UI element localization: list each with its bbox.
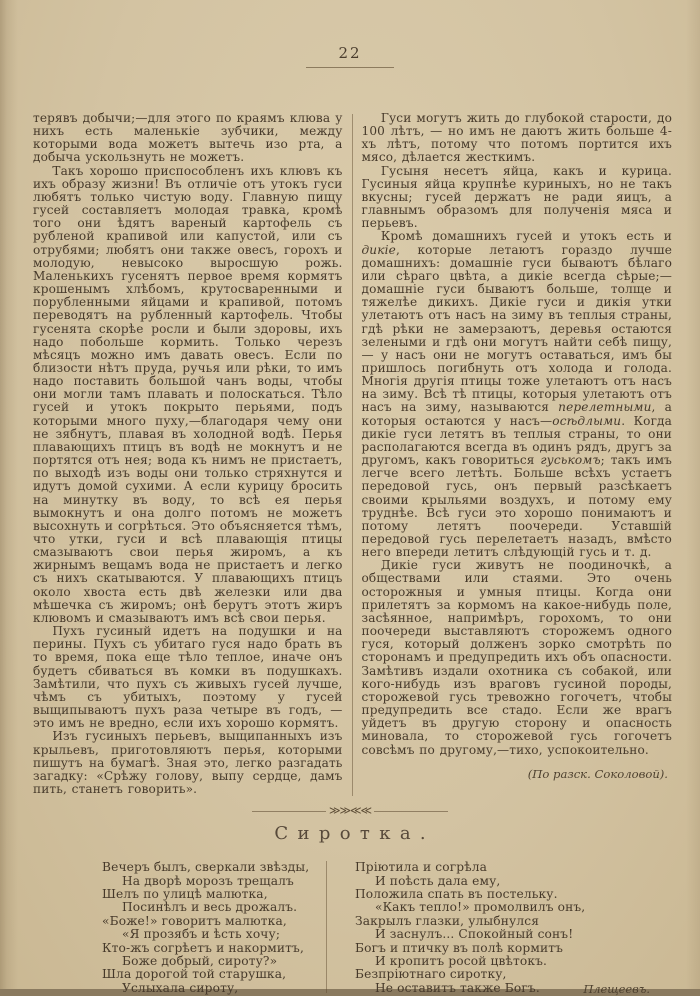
poem-line: «Я прозябъ и ѣсть хочу; bbox=[122, 927, 281, 942]
article-about-geese bbox=[0, 112, 700, 796]
column-divider-rule bbox=[352, 114, 353, 796]
poem-title: Сиротка. bbox=[274, 823, 436, 845]
paragraph bbox=[33, 730, 343, 796]
page-number-rule bbox=[306, 67, 394, 68]
poem-line: Шелъ по улицѣ малютка, bbox=[102, 886, 268, 901]
poem-line: Шла дорогой той старушка, bbox=[102, 967, 287, 982]
poem-line: Боже добрый, сироту?» bbox=[122, 953, 278, 968]
page-number: 22 bbox=[338, 44, 362, 62]
text-run: Пухъ гусиный идетъ на подушки и на перины. Пухъ съ убитаго гуся надо брать въ то время, пока еще тѣло теплое, иначе онъ будетъ сбиваться въ комки въ подушкахъ. Замѣтили, что пухъ съ живыхъ гусей лучше, чѣмъ съ убитыхъ, поэтому у гусей выщипываютъ пухъ раза четыре въ годъ, — это имъ не вредно, если ихъ хорошо кормятъ. bbox=[33, 624, 343, 731]
text-run: ; такъ имъ легче всего летѣть. Больше всѣхъ устаетъ передовой гусь, онъ первый разсѣкаетъ своими крыльями воздухъ, и потому ему труднѣе. Всѣ гуси это хорошо понимаютъ и потому летятъ поочереди. Уставшій передовой гусь перелетаетъ назадъ, вмѣсто него впереди летитъ слѣдующій гусь и т. д. bbox=[361, 453, 672, 560]
ornament-rule-right bbox=[374, 811, 448, 812]
article-left-column bbox=[33, 112, 343, 796]
poem-left-column bbox=[30, 861, 320, 995]
article-attribution: (По разск. Соколовой). bbox=[527, 766, 668, 781]
paragraph bbox=[362, 230, 673, 559]
italic-text-run: дикіе bbox=[361, 242, 396, 257]
poem-sirotka bbox=[0, 861, 700, 995]
text-run: Кромѣ домашнихъ гусей и утокъ есть и bbox=[380, 229, 672, 244]
poem-author-signature: Плещеевъ. bbox=[583, 982, 650, 996]
text-run: Гуси могутъ жить до глубокой старости, до 100 лѣтъ, — но имъ не даютъ жить больше 4-хъ лѣтъ, потому что потомъ портится ихъ мясо, дѣлается жесткимъ. bbox=[361, 111, 672, 165]
poem-line: Положила спать въ постельку. bbox=[355, 886, 558, 901]
poem-line: И заснулъ... Спокойный сонъ! bbox=[375, 927, 574, 942]
poem-line: Безпріютнаго сиротку, bbox=[355, 967, 507, 982]
poem-line: Богъ и птичку въ полѣ кормитъ bbox=[355, 940, 564, 955]
italic-text-run: гуськомъ bbox=[540, 453, 601, 468]
paragraph bbox=[33, 112, 343, 165]
poem-line: И кропитъ росой цвѣтокъ. bbox=[375, 953, 548, 968]
poem-line: Посинѣлъ и весь дрожалъ. bbox=[122, 900, 298, 915]
text-run: Изъ гусиныхъ перьевъ, выщипанныхъ изъ крыльевъ, приготовляютъ перья, которыми пишутъ на бумагѣ. Зная это, легко разгадать загадку: «Срѣжу голову, выпу сердце, дамъ пить, станетъ говорить». bbox=[33, 729, 343, 796]
paragraph bbox=[362, 559, 673, 756]
page-header bbox=[0, 0, 700, 68]
poem-line: И поѣсть дала ему, bbox=[375, 873, 501, 888]
paragraph bbox=[33, 165, 343, 625]
paragraph bbox=[362, 112, 673, 165]
poem-line: Вечеръ былъ, сверкали звѣзды, bbox=[102, 860, 310, 875]
poem-line: Пріютила и согрѣла bbox=[355, 860, 488, 875]
text-run: . Когда дикіе гуси летятъ въ теплыя страны, то они располагаются всегда въ одинъ рядъ, другъ за другомъ, какъ говориться bbox=[361, 413, 672, 468]
poem-right-column bbox=[333, 861, 585, 995]
poem-line: Кто-жъ согрѣетъ и накормитъ, bbox=[102, 940, 304, 955]
poem-line: Не оставитъ также Богъ. bbox=[375, 980, 540, 995]
section-divider-ornament bbox=[0, 806, 700, 816]
paragraph bbox=[33, 625, 343, 730]
italic-text-run: осѣдлыми bbox=[552, 413, 622, 428]
text-run: , которые летаютъ гораздо лучше домашнихъ: домашніе гуси бываютъ бѣлаго или сѣраго цвѣта, а дикіе всегда сѣрые;—домашніе гуси бываютъ больше, толще и тяжелѣе дикихъ. Дикіе гуси и дикія утки улетаютъ отъ насъ на зиму въ теплыя страны, гдѣ рѣки не замерзаютъ, деревья остаются зелеными и гдѣ они могутъ найти себѣ пищу, — у насъ они не могутъ оставаться, имъ бы пришлось погибнуть отъ холода и голода. Многія другія птицы тоже улетаютъ отъ насъ на зиму. Всѣ тѣ птицы, которыя улетаютъ отъ насъ на зиму, называются bbox=[361, 242, 672, 415]
poem-line: «Какъ тепло!» промолвилъ онъ, bbox=[375, 900, 586, 915]
italic-text-run: перелетными bbox=[558, 400, 652, 415]
ornament-rule-left bbox=[252, 811, 326, 812]
text-run: Такъ хорошо приспособленъ ихъ клювъ къ ихъ образу жизни! Въ отличіе отъ утокъ гуси любятъ только чистую воду. Главную пищу гусей составляетъ молодая травка, кромѣ того они ѣдятъ вареный картофель съ рубленой крапивой или капустой, или съ отрубями; любятъ они также овесъ, горохъ и молодую, невысоко выросшую рожь. Маленькихъ гусенятъ первое время кормятъ крошенымъ хлѣбомъ, крутосваренными и порубленными яйцами и крапивой, потомъ переводятъ на рубленный картофель. Чтобы гусенята скорѣе росли и были здоровы, ихъ надо побольше кормить. Только черезъ мѣсяцъ можно имъ давать овесъ. Если по близости нѣтъ пруда, ручья или рѣки, то имъ надо поставить большой чанъ воды, чтобы они могли тамъ плавать и полоскаться. Тѣло гусей и утокъ покрыто перьями, подъ которыми много пуху,—благодаря чему они не зябнутъ, плавая въ холодной водѣ. Перья плавающихъ птицъ въ водѣ не мокнутъ и не портятся отъ нея; вода къ нимъ не пристаетъ, по выходѣ изъ воды они только стряхнутся и идутъ домой сухими. А если курицу бросить на минутку въ воду, то всѣ ея перья вымокнутъ и она долго потомъ не можетъ высохнуть и согрѣться. Это объясняется тѣмъ, что утки, гуси и всѣ плавающія птицы смазываютъ свои перья жиромъ, а къ жирнымъ вещамъ вода не пристаетъ и легко съ нихъ скатываются. У плавающихъ птицъ около хвоста есть двѣ железки или два мѣшечка съ жиромъ; онѣ берутъ этотъ жиръ клювомъ и смазываютъ имъ всѣ свои перья. bbox=[33, 163, 343, 625]
text-run: , а которыя остаются у насъ— bbox=[361, 400, 672, 428]
poem-line: «Боже!» говоритъ малютка, bbox=[102, 913, 287, 928]
poem-line: Услыхала сироту, bbox=[122, 980, 239, 995]
article-right-paragraphs bbox=[362, 112, 673, 757]
poem-line: Закрылъ глазки, улыбнулся bbox=[355, 913, 540, 928]
text-run: Дикіе гуси живутъ не поодиночкѣ, а обществами или стаями. Это очень осторожныя и умныя птицы. Когда они прилетятъ за кормомъ на какое-нибудь поле, засѣянное, напримѣръ, горохомъ, то они поочереди выставляютъ сторожемъ одного гуся, который долженъ зорко смотрѣть по сторонамъ и предупредить ихъ объ опасности. Замѣтивъ издали охотника съ собакой, или кого-нибудь изъ враговъ гусиной породы, сторожевой гусь тревожно гогочетъ, чтобы предупредить все стадо. Если же врагъ уйдетъ въ другую сторону и опасность миновала, то сторожевой гусь гогочетъ совсѣмъ по другому,—тихо, успокоительно. bbox=[361, 558, 672, 757]
poem-line: На дворѣ морозъ трещалъ bbox=[122, 873, 294, 888]
poem-column-divider-rule bbox=[326, 861, 327, 993]
text-run: Гусыня несетъ яйца, какъ и курица. Гусиныя яйца крупнѣе куриныхъ, но не такъ вкусны; гусей держатъ не ради яицъ, а главнымъ образомъ для полученія мяса и перьевъ. bbox=[361, 163, 672, 231]
article-right-column bbox=[362, 112, 673, 796]
text-run: терявъ добычи;—для этого по краямъ клюва у нихъ есть маленькіе зубчики, между которыми вода можетъ вытечь изо рта, а добыча ускользнуть не можетъ. bbox=[33, 111, 343, 165]
chevron-ornament-icon: ≫≫≪≪ bbox=[328, 804, 372, 818]
paragraph bbox=[362, 165, 673, 231]
